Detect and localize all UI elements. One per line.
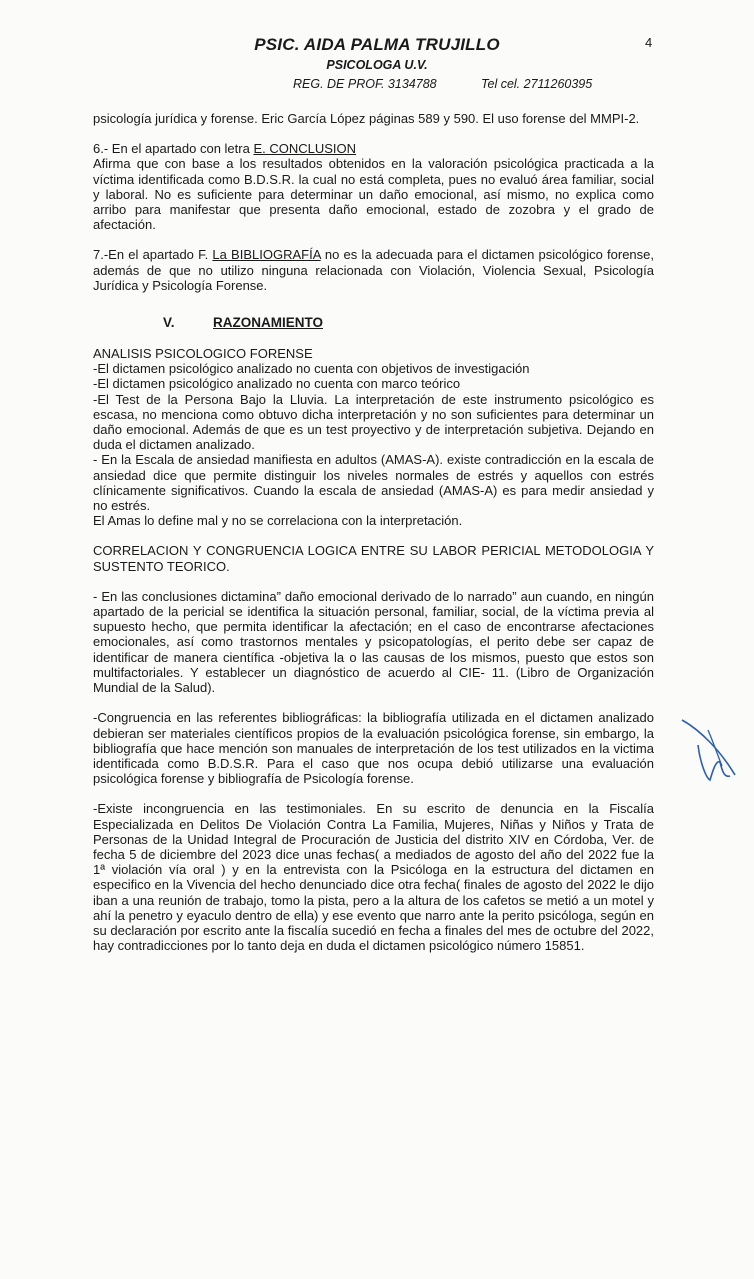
- paragraph-6-prefix: 6.- En el apartado con letra: [93, 141, 254, 157]
- analysis-item-2: -El dictamen psicológico analizado no cuenta con marco teórico: [93, 376, 461, 392]
- page-number: 4: [645, 35, 653, 50]
- paragraph-conclusions: - En las conclusiones dictamina” daño emocional derivado de lo narrado” aun cuando, en ningún apartado de la pericial se identifica la situación personal, familiar, social, de la víctima previa al supuesto hecho, que permita identificar la afectación; en el caso de encontrarse afectaciones emocionales, así como trastornos mentales y psicopatologías, el perito debe ser capaz de identificar de manera científica -objetiva la o las causas de los mismos, puesto que estos son multifactoriales. Y establecer un diagnóstico de acuerdo al CIE- 11. (Libro de Organización Mundial de la Salud).: [93, 588, 654, 696]
- letterhead-name: PSIC. AIDA PALMA TRUJILLO: [254, 35, 500, 54]
- letterhead-registration: REG. DE PROF. 3134788: [293, 77, 437, 91]
- letterhead-phone: Tel cel. 2711260395: [481, 77, 593, 91]
- paragraph-7-prefix: 7.-En el apartado F.: [93, 247, 213, 263]
- paragraph-intro: psicología jurídica y forense. Eric García López páginas 589 y 590. El uso forense del MMPI-2.: [93, 111, 640, 126]
- paragraph-congruence: -Congruencia en las referentes bibliográficas: la bibliografía utilizada en el dictamen analizado debieran ser materiales científicos propios de la evaluación psicológica forense, sin embargo, la bibliografía que hace mención son manuales de interpretación de los test utilizados en la victima identificada como B.D.S.R. Para el caso que nos ocupa debió utilizarse una evaluación psicológica forense y bibliografía de Psicología forense.: [93, 710, 654, 787]
- section-number: V.: [163, 315, 175, 331]
- section-heading: [163, 315, 654, 331]
- document-body: [93, 111, 654, 953]
- paragraph-6-section-ref: E. CONCLUSION: [253, 141, 357, 157]
- paragraph-7-body: no es la adecuada para el dictamen psicológico forense, además de que no utilizo ninguna relacionada con Violación, Violencia Sexual, Psicología Jurídica y Psicología Forense.: [93, 247, 654, 293]
- paragraph-7-section-ref: La BIBLIOGRAFÍA: [212, 247, 321, 263]
- paragraph-6: [93, 141, 654, 232]
- paragraph-testimonial: -Existe incongruencia en las testimoniales. En su escrito de denuncia en la Fiscalía Especializada en Delitos De Violación Contra La Familia, Mujeres, Niñas y Niños y Trata de Personas de la Unidad Integral de Procuración de Justicia del distrito XIV en Córdoba, Ver. de fecha 5 de diciembre del 2023 dice unas fechas( a mediados de agosto del año del 2022 fue la 1ª violación vía oral ) y en la entrevista con la Psicóloga en la estructura del dictamen en especifico en la Vivencia del hecho denunciado dice otra fecha( finales de agosto del 2022 le dijo iban a una reunión de trabajo, tomo la pista, pero a la altura de los cafetos se metió a un motel y ahí la penetro y eyaculo dentro de ella) y ese evento que narro ante la perito psicóloga, según en su declaración por escrito ante la fiscalía sucedió en fecha a finales del mes de octubre del 2022, hay contradicciones por lo tanto deja en duda el dictamen psicológico número 15851.: [93, 801, 654, 954]
- analysis-title: ANALISIS PSICOLOGICO FORENSE: [93, 346, 313, 362]
- signature-mark: [680, 700, 750, 800]
- paragraph-7: [93, 247, 654, 293]
- correlation-title: CORRELACION Y CONGRUENCIA LOGICA ENTRE SU LABOR PERICIAL METODOLOGIA Y SUSTENTO TEORICO.: [93, 543, 654, 574]
- section-title: RAZONAMIENTO: [213, 315, 323, 331]
- paragraph-6-body: Afirma que con base a los resultados obtenidos en la valoración psicológica practicada a la víctima identificada como B.D.S.R. la cual no está completa, pues no evaluó área familiar, social y laboral. No es suficiente para determinar un daño emocional, así mismo, no explica como arribo para manifestar que presenta daño emocional, estado de zozobra y el grado de afectación.: [93, 156, 654, 233]
- analysis-item-3: -El Test de la Persona Bajo la Lluvia. La interpretación de este instrumento psicológico es escasa, no menciona como obtuvo dicha interpretación y no son suficientes para determinar un daño emocional. Además de que es un test proyectivo y de interpretación subjetiva. Dejando en duda el dictamen analizado.: [93, 391, 654, 453]
- analysis-item-5: El Amas lo define mal y no se correlaciona con la interpretación.: [93, 513, 463, 529]
- analysis-item-4: - En la Escala de ansiedad manifiesta en adultos (AMAS-A). existe contradicción en la escala de ansiedad dice que permite distinguir los niveles normales de estrés y aquellos con estrés clínicamente significativos. Cuando la escala de ansiedad (AMAS-A) es para medir ansiedad y no estrés.: [93, 452, 654, 514]
- letterhead-title: PSICOLOGA U.V.: [326, 58, 428, 72]
- analysis-item-1: -El dictamen psicológico analizado no cuenta con objetivos de investigación: [93, 361, 530, 377]
